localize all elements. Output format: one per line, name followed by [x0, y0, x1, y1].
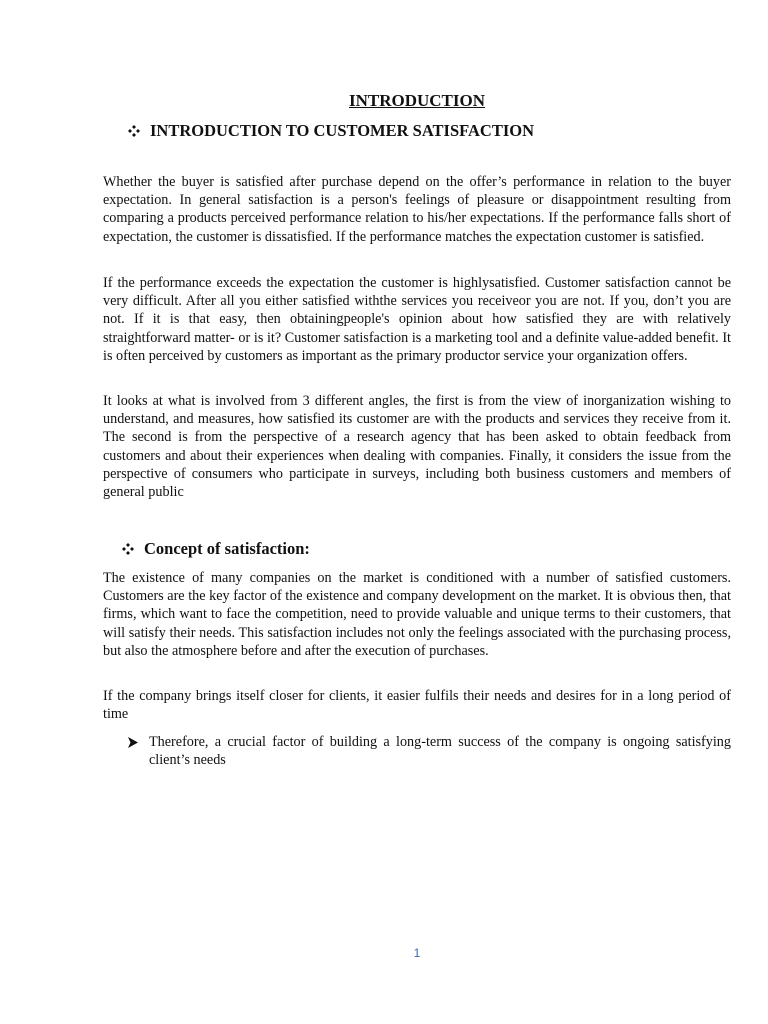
paragraph: The existence of many companies on the market is conditioned with a number of satisfied customers. Customers are the key factor of the existence and company development on the market. It is obvious then, that firms, which want to face the competition, need to provide valuable and unique terms to their customers, that will satisfy their needs. This satisfaction includes not only the feelings associated with the purchasing process, but also the atmosphere before and after the execution of purchases. [103, 570, 731, 659]
list-item-text: Therefore, a crucial factor of building a long-term success of the company is ongoing satisfying client’s needs [149, 734, 731, 769]
section-heading-text: INTRODUCTION TO CUSTOMER SATISFACTION [150, 121, 535, 140]
section-heading-intro [128, 120, 534, 142]
paragraph: Whether the buyer is satisfied after purchase depend on the offer’s performance in relation to the buyer expectation. In general satisfaction is a person's feelings of pleasure or disappointment resulting from comparing a products perceived performance relation to his/her expectations. If the performance falls short of expectation, the customer is dissatisfied. If the performance matches the expectation customer is satisfied. [103, 174, 731, 245]
paragraph: If the performance exceeds the expectation the customer is highlysatisfied. Customer satisfaction cannot be very difficult. After all you either satisfied withthe services you receiveor you are not. If you, don’t you are not. If it is that easy, then obtainingpeople's opinion about how satisfied they are with relatively straightforward matter- or is it? Customer satisfaction is a marketing tool and a definite value-added benefit. It is often perceived by customers as important as the primary productor service your organization offers. [103, 275, 731, 364]
section-heading-concept [122, 538, 310, 560]
four-diamond-bullet-icon [128, 125, 140, 137]
arrowhead-bullet-icon [128, 737, 138, 748]
list-item [128, 733, 731, 769]
page-title: INTRODUCTION [348, 91, 486, 110]
four-diamond-bullet-icon [122, 543, 134, 555]
page-number: 1 [413, 946, 421, 960]
paragraph: It looks at what is involved from 3 different angles, the first is from the view of inorganization wishing to understand, and measures, how satisfied its customer are with the products and services they receive from it. The second is from the perspective of a research agency that has been asked to obtain feedback from customers and about their experiences when dealing with companies. Finally, it considers the issue from the perspective of consumers who participate in surveys, including both business customers and members of general public [103, 393, 731, 501]
paragraph: If the company brings itself closer for clients, it easier fulfils their needs and desires for in a long period of time [103, 688, 731, 723]
section-heading-text: Concept of satisfaction: [144, 539, 310, 558]
